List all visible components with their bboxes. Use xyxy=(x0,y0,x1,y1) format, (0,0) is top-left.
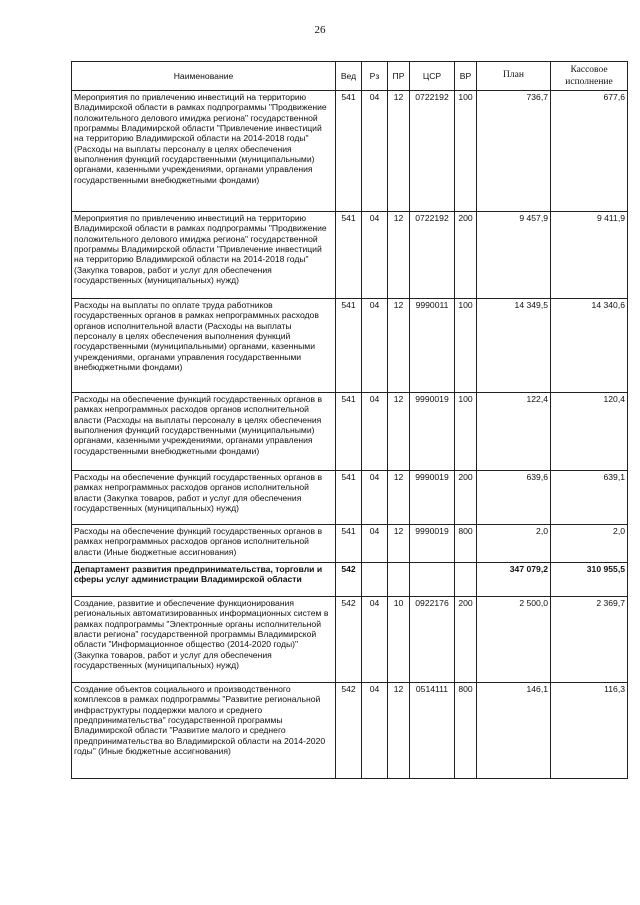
page-number: 26 xyxy=(314,24,326,36)
cell-rz xyxy=(362,563,388,597)
cell-csr: 9990019 xyxy=(410,471,455,525)
cell-pr: 12 xyxy=(388,212,410,299)
cell-cash: 677,6 xyxy=(551,91,628,212)
cell-csr: 0514111 xyxy=(410,683,455,779)
header-rz: Рз xyxy=(362,62,388,91)
cell-cash: 310 955,5 xyxy=(551,563,628,597)
cell-rz: 04 xyxy=(362,212,388,299)
cell-ved: 542 xyxy=(336,683,362,779)
header-plan: План xyxy=(477,62,551,91)
cell-vr: 200 xyxy=(455,471,477,525)
table-row xyxy=(72,91,628,212)
table-row xyxy=(72,212,628,299)
table-row xyxy=(72,299,628,393)
cell-vr: 800 xyxy=(455,683,477,779)
cell-vr: 800 xyxy=(455,525,477,563)
cell-pr: 12 xyxy=(388,683,410,779)
header-csr: ЦСР xyxy=(410,62,455,91)
cell-pr: 12 xyxy=(388,299,410,393)
table-row xyxy=(72,393,628,471)
header-name: Наименование xyxy=(72,62,336,91)
cell-rz: 04 xyxy=(362,91,388,212)
cell-pr xyxy=(388,563,410,597)
cell-ved: 541 xyxy=(336,471,362,525)
cell-pr: 12 xyxy=(388,471,410,525)
cell-name: Расходы на обеспечение функций государственных органов в рамках непрограммных расходов органов исполнительной власти (Иные бюджетные ассигнования) xyxy=(72,525,336,563)
cell-csr: 9990011 xyxy=(410,299,455,393)
cell-cash: 2 369,7 xyxy=(551,597,628,683)
header-vr: ВР xyxy=(455,62,477,91)
cell-cash: 639,1 xyxy=(551,471,628,525)
cell-csr: 9990019 xyxy=(410,525,455,563)
cell-rz: 04 xyxy=(362,683,388,779)
cell-cash: 116,3 xyxy=(551,683,628,779)
cell-ved: 541 xyxy=(336,299,362,393)
cell-csr xyxy=(410,563,455,597)
header-pr: ПР xyxy=(388,62,410,91)
cell-pr: 12 xyxy=(388,525,410,563)
cell-plan: 2 500,0 xyxy=(477,597,551,683)
table-row xyxy=(72,525,628,563)
cell-vr: 200 xyxy=(455,597,477,683)
cell-csr: 0722192 xyxy=(410,91,455,212)
table-body xyxy=(72,91,628,779)
cell-cash: 9 411,9 xyxy=(551,212,628,299)
cell-plan: 14 349,5 xyxy=(477,299,551,393)
cell-ved: 542 xyxy=(336,597,362,683)
cell-ved: 541 xyxy=(336,212,362,299)
table-row xyxy=(72,597,628,683)
cell-ved: 541 xyxy=(336,91,362,212)
cell-name: Создание, развитие и обеспечение функционирования региональных автоматизированных информационных систем в рамках подпрограммы "Электронные органы исполнительной власти региона" государственной программы Владимирской области "Информационное общество (2014-2020 годы)" (Закупка товаров, работ и услуг для обеспечения государственных (муниципальных) нужд) xyxy=(72,597,336,683)
cell-pr: 12 xyxy=(388,393,410,471)
cell-name: Расходы на обеспечение функций государственных органов в рамках непрограммных расходов органов исполнительной власти (Закупка товаров, работ и услуг для обеспечения государственных (муниципальных) нужд) xyxy=(72,471,336,525)
cell-plan: 639,6 xyxy=(477,471,551,525)
cell-csr: 0922176 xyxy=(410,597,455,683)
cell-name: Мероприятия по привлечению инвестиций на территорию Владимирской области в рамках подпрограммы "Продвижение положительного делового имиджа региона" государственной программы Владимирской области "Привлечение инвестиций на территорию Владимирской области на 2014-2018 годы" (Закупка товаров, работ и услуг для обеспечения государственных (муниципальных) нужд) xyxy=(72,212,336,299)
cell-vr: 200 xyxy=(455,212,477,299)
cell-name: Создание объектов социального и производственного комплексов в рамках подпрограммы "Развитие региональной инфраструктуры поддержки малого и среднего предпринимательства" государственной программы Владимирской области "Развитие малого и среднего предпринимательства во Владимирской области на 2014-2020 годы" (Иные бюджетные ассигнования) xyxy=(72,683,336,779)
cell-rz: 04 xyxy=(362,597,388,683)
cell-rz: 04 xyxy=(362,525,388,563)
budget-table xyxy=(71,61,628,779)
cell-vr: 100 xyxy=(455,91,477,212)
cell-plan: 9 457,9 xyxy=(477,212,551,299)
table-row xyxy=(72,471,628,525)
table-row xyxy=(72,683,628,779)
cell-cash: 120,4 xyxy=(551,393,628,471)
header-ved: Вед xyxy=(336,62,362,91)
cell-ved: 541 xyxy=(336,393,362,471)
cell-plan: 2,0 xyxy=(477,525,551,563)
cell-ved: 542 xyxy=(336,563,362,597)
header-cash: Кассовое исполнение xyxy=(551,62,628,91)
cell-rz: 04 xyxy=(362,393,388,471)
cell-plan: 146,1 xyxy=(477,683,551,779)
cell-pr: 12 xyxy=(388,91,410,212)
cell-rz: 04 xyxy=(362,299,388,393)
cell-name: Департамент развития предпринимательства, торговли и сферы услуг администрации Владимирской области xyxy=(72,563,336,597)
table-header-row xyxy=(72,62,628,91)
cell-name: Расходы на выплаты по оплате труда работников государственных органов в рамках непрограммных расходов органов исполнительной власти (Расходы на выплаты персоналу в целях обеспечения выполнения функций государственными (муниципальными) органами, казенными учреждениями, органами управления государственными внебюджетными фондами) xyxy=(72,299,336,393)
cell-plan: 122,4 xyxy=(477,393,551,471)
cell-plan: 736,7 xyxy=(477,91,551,212)
cell-csr: 0722192 xyxy=(410,212,455,299)
cell-ved: 541 xyxy=(336,525,362,563)
cell-vr xyxy=(455,563,477,597)
cell-plan: 347 079,2 xyxy=(477,563,551,597)
cell-csr: 9990019 xyxy=(410,393,455,471)
cell-pr: 10 xyxy=(388,597,410,683)
cell-vr: 100 xyxy=(455,393,477,471)
cell-rz: 04 xyxy=(362,471,388,525)
cell-cash: 14 340,6 xyxy=(551,299,628,393)
department-row xyxy=(72,563,628,597)
cell-cash: 2,0 xyxy=(551,525,628,563)
cell-name: Расходы на обеспечение функций государственных органов в рамках непрограммных расходов органов исполнительной власти (Расходы на выплаты персоналу в целях обеспечения выполнения функций государственными (муниципальными) органами, казенными учреждениями, органами управления государственными внебюджетными фондами) xyxy=(72,393,336,471)
cell-name: Мероприятия по привлечению инвестиций на территорию Владимирской области в рамках подпрограммы "Продвижение положительного делового имиджа региона" государственной программы Владимирской области "Привлечение инвестиций на территорию Владимирской области на 2014-2018 годы" (Расходы на выплаты персоналу в целях обеспечения выполнения функций государственными (муниципальными) органами, казенными учреждениями, органами управления государственными внебюджетными фондами) xyxy=(72,91,336,212)
cell-vr: 100 xyxy=(455,299,477,393)
